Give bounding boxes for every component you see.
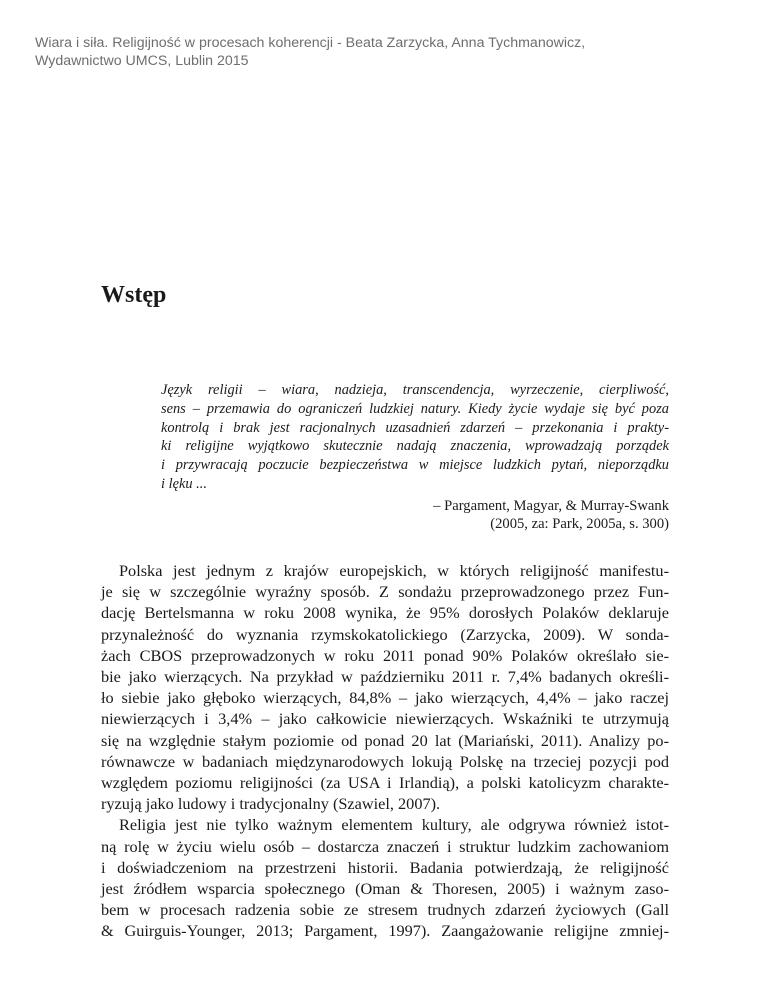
paragraph-1-line: ło siebie jako głęboko wierzących, 84,8% – jako wierzących, 4,4% – jako raczej: [101, 688, 669, 708]
epigraph-line: ki religijne wyjątkowo skutecznie nadają znaczenia, wprowadzają porządek: [161, 438, 669, 455]
chapter-title: Wstęp: [101, 282, 167, 308]
epigraph-attribution: [161, 497, 669, 533]
source-citation-header: [35, 34, 715, 70]
paragraph-2-line: & Guirguis-Younger, 2013; Pargament, 1997). Zaangażowanie religijne zmniej-: [101, 921, 669, 941]
paragraph-1-line: przynależność do wyznania rzymskokatolickiego (Zarzycka, 2009). W sonda-: [101, 624, 669, 644]
body-text: [101, 560, 669, 942]
epigraph-quote: [161, 381, 669, 494]
source-citation-line-2: Wydawnictwo UMCS, Lublin 2015: [35, 53, 249, 69]
attribution-source: (2005, za: Park, 2005a, s. 300): [490, 516, 669, 532]
epigraph-line: Język religii – wiara, nadzieja, transcendencja, wyrzeczenie, cierpliwość,: [161, 382, 669, 398]
epigraph-line: kontrolą i brak jest racjonalnych uzasadnień zdarzeń – przekonania i prakty-: [161, 419, 669, 436]
paragraph-1-line: dację Bertelsmanna w roku 2008 wynika, że 95% dorosłych Polaków deklaruje: [101, 603, 669, 623]
paragraph-2-line: Religia jest nie tylko ważnym elementem kultury, ale odgrywa również istot-: [119, 815, 669, 835]
paragraph-2-line: i doświadczeniom na przestrzeni historii. Badania potwierdzają, że religijność: [101, 857, 669, 877]
paragraph-1-line: żach CBOS przeprowadzonych w roku 2011 ponad 90% Polaków określało sie-: [101, 645, 669, 665]
epigraph-line: i przywracają poczucie bezpieczeństwa w miejsce ludzkich pytań, nieporządku: [161, 457, 669, 474]
attribution-authors: – Pargament, Magyar, & Murray-Swank: [433, 498, 669, 514]
epigraph-line: i lęku ...: [161, 475, 207, 492]
paragraph-1-line: Polska jest jednym z krajów europejskich, w których religijność manifestu-: [119, 561, 669, 580]
paragraph-1-line: równawcze w badaniach międzynarodowych lokują Polskę na trzeciej pozycji pod: [101, 751, 669, 771]
paragraph-1-line: się na względnie stałym poziomie od ponad 20 lat (Mariański, 2011). Analizy po-: [101, 730, 669, 750]
paragraph-2-line: bem w procesach radzenia sobie ze stresem trudnych zdarzeń życiowych (Gall: [101, 900, 669, 920]
paragraph-1-line: względem poziomu religijności (za USA i Irlandią), a polski katolicyzm charakte-: [101, 773, 669, 793]
epigraph-line: sens – przemawia do ograniczeń ludzkiej natury. Kiedy życie wydaje się być poza: [161, 400, 669, 417]
paragraph-1-line: je się w szczególnie wyraźny sposób. Z sondażu przeprowadzonego przez Fun-: [101, 582, 669, 602]
paragraph-1-line: ryzują jako ludowy i tradycjonalny (Szawiel, 2007).: [101, 794, 441, 814]
paragraph-2-line: ną rolę w życiu wielu osób – dostarcza znaczeń i struktur ludzkim zachowaniom: [101, 836, 669, 856]
paragraph-1-line: bie jako wierzących. Na przykład w październiku 2011 r. 7,4% badanych określi-: [101, 667, 669, 687]
paragraph-2-line: jest źródłem wsparcia społecznego (Oman & Thoresen, 2005) i ważnym zaso-: [101, 879, 669, 899]
source-citation-line-1: Wiara i siła. Religijność w procesach koherencji - Beata Zarzycka, Anna Tychmanowicz,: [35, 35, 586, 51]
paragraph-1-line: niewierzących i 3,4% – jako całkowicie niewierzących. Wskaźniki te utrzymują: [101, 709, 669, 729]
